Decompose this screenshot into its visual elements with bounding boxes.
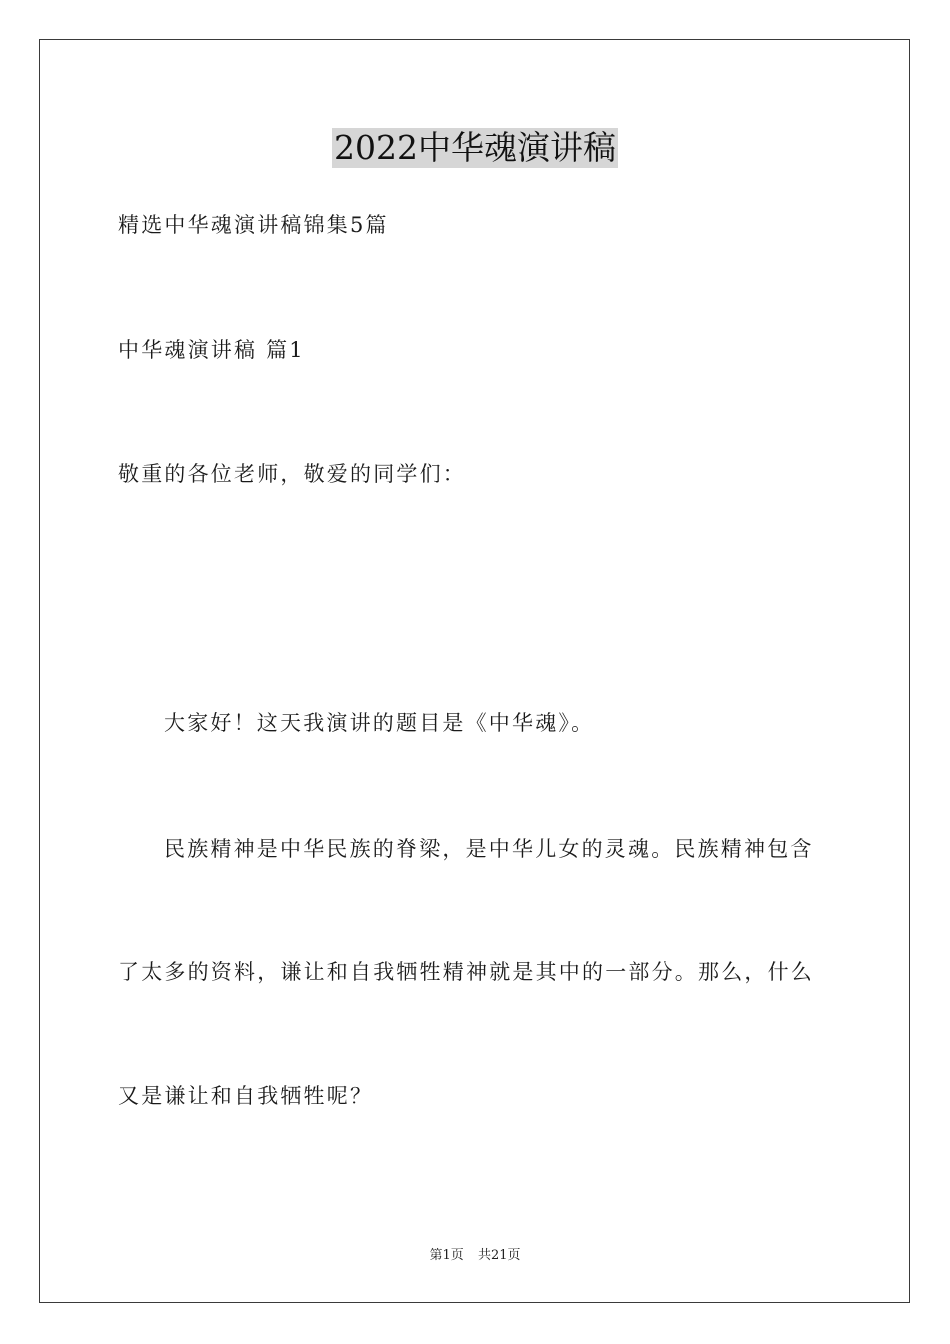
salutation: 敬重的各位老师，敬爱的同学们： [118, 462, 466, 486]
page-total: 共21页 [477, 1248, 521, 1263]
paragraph-line: 民族精神是中华民族的脊梁，是中华儿女的灵魂。民族精神包含 [164, 837, 814, 861]
page-number: 第1页 [429, 1248, 464, 1263]
page-footer [0, 1248, 950, 1264]
title-container [0, 128, 950, 168]
paragraph-line: 了太多的资料，谦让和自我牺牲精神就是其中的一部分。那么，什么 [118, 960, 814, 984]
section-heading: 中华魂演讲稿 篇1 [118, 338, 305, 362]
paragraph-line: 大家好！这天我演讲的题目是《中华魂》。 [164, 711, 595, 735]
subtitle: 精选中华魂演讲稿锦集5篇 [118, 213, 389, 237]
document-title: 2022中华魂演讲稿 [334, 128, 616, 167]
paragraph-line: 又是谦让和自我牺牲呢？ [118, 1084, 374, 1108]
